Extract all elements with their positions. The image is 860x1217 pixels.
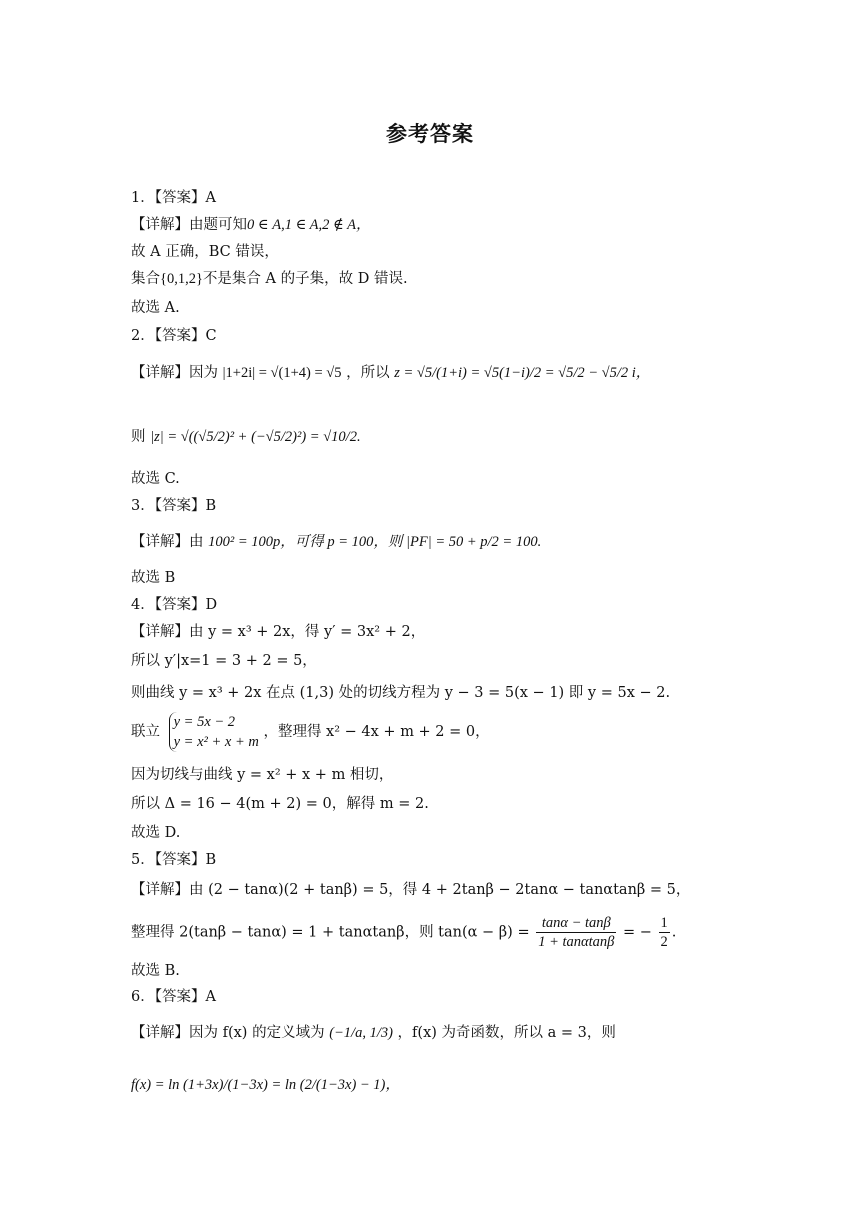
q5-fraction-numerator: tanα − tanβ bbox=[536, 914, 616, 933]
q4-line1: 【详解】由 y = x³ + 2x，得 y′ = 3x² + 2， bbox=[131, 624, 426, 640]
q1-conclusion: 故选 A. bbox=[131, 300, 180, 316]
q5-half-numerator: 1 bbox=[660, 915, 668, 931]
page-title: 参考答案 bbox=[386, 122, 474, 146]
q1-detail bbox=[131, 215, 371, 235]
q5-line2-b: = − bbox=[623, 924, 652, 941]
q5-line2: 整理得 2(tanβ − tanα) = 1 + tanαtanβ，则 tan(α − β) = $\frac{\tan\alpha - \tan\beta}{1 + \tan\alpha\tan\beta}$ = − $\frac{1}{2}$ . bbox=[131, 915, 677, 950]
q3-detail-label: 【详解】由 bbox=[131, 534, 204, 550]
q4-system-eq1: y = 5x − 2 bbox=[173, 714, 236, 730]
q2-z-expression: z = √5/(1+i) = √5(1−i)/2 = √5/2 − √5/2 i， bbox=[394, 365, 651, 381]
q5-line1: 【详解】由 (2 − tanα)(2 + tanβ) = 5，得 4 + 2tanβ − 2tanα − tanαtanβ = 5， bbox=[131, 882, 691, 898]
q2-modulus-eq: |1+2i| = √(1+4) = √5 bbox=[222, 365, 342, 381]
q4-system bbox=[169, 712, 259, 752]
q3-detail bbox=[131, 532, 541, 552]
q4-system-eq2: y = x² + x + m bbox=[173, 734, 259, 750]
q5-conclusion: 故选 B. bbox=[131, 963, 180, 979]
q1-line3-a: 集合 bbox=[131, 271, 160, 287]
q2-detail bbox=[131, 363, 650, 383]
q3-answer: 3．【答案】B bbox=[131, 498, 217, 514]
q1-answer: 1．【答案】A bbox=[131, 190, 216, 206]
q2-conclusion: 故选 C. bbox=[131, 471, 180, 487]
q4-conclusion: 故选 D. bbox=[131, 825, 181, 841]
q4-line6: 所以 Δ = 16 − 4(m + 2) = 0，解得 m = 2. bbox=[131, 796, 429, 812]
q2-detail-label: 【详解】因为 bbox=[131, 365, 218, 381]
q2-abs bbox=[131, 427, 361, 447]
q5-fraction-denominator: 1 + tanαtanβ bbox=[538, 934, 615, 950]
q5-line2-a: 整理得 2(tanβ − tanα) = 1 + tanαtanβ，则 tan(α − β) = bbox=[131, 924, 530, 941]
q4-line4-rest: ，整理得 x² − 4x + m + 2 = 0， bbox=[263, 724, 490, 740]
q2-then: 则 bbox=[131, 429, 146, 445]
q5-fraction bbox=[536, 914, 616, 951]
q4-line3: 则曲线 y = x³ + 2x 在点 (1,3) 处的切线方程为 y − 3 = 5(x − 1) 即 y = 5x − 2. bbox=[131, 685, 671, 701]
q2-so: ，所以 bbox=[346, 365, 390, 381]
q4-answer: 4．【答案】D bbox=[131, 597, 218, 613]
q6-function: f(x) = ln (1+3x)/(1−3x) = ln (2/(1−3x) − 1)， bbox=[131, 1077, 400, 1093]
q4-line4-label: 联立 bbox=[131, 724, 160, 740]
q2-answer: 2．【答案】C bbox=[131, 328, 217, 344]
q5-half bbox=[659, 914, 670, 951]
q6-line1 bbox=[131, 1023, 616, 1043]
q1-line2: 故 A 正确，BC 错误， bbox=[131, 244, 279, 260]
q6-answer: 6．【答案】A bbox=[131, 989, 216, 1005]
q1-detail-label: 【详解】由题可知 bbox=[131, 217, 247, 233]
q1-detail-math: 0 ∈ A,1 ∈ A,2 ∉ A， bbox=[247, 217, 371, 233]
q3-conclusion: 故选 B bbox=[131, 570, 176, 586]
q6-line1-b: ，f(x) 为奇函数，所以 a = 3，则 bbox=[397, 1025, 616, 1041]
q2-abs-z: |z| = √((√5/2)² + (−√5/2)²) = √10/2. bbox=[150, 429, 361, 445]
q3-equation: 100² = 100p，可得 p = 100，则 |PF| = 50 + p/2 = 100. bbox=[208, 534, 542, 550]
q4-line2: 所以 y′|x=1 = 3 + 2 = 5， bbox=[131, 653, 317, 669]
q1-line3-b: 不是集合 A 的子集，故 D 错误. bbox=[202, 271, 408, 287]
q4-line4 bbox=[131, 712, 490, 752]
q5-half-denominator: 2 bbox=[660, 934, 668, 950]
q5-answer: 5．【答案】B bbox=[131, 852, 217, 868]
q1-set: {0,1,2} bbox=[160, 271, 203, 287]
q6-line2 bbox=[131, 1075, 400, 1095]
q6-domain: (−1/a, 1/3) bbox=[329, 1025, 393, 1041]
q6-line1-a: 【详解】因为 f(x) 的定义域为 bbox=[131, 1025, 325, 1041]
q4-line5: 因为切线与曲线 y = x² + x + m 相切， bbox=[131, 767, 394, 783]
q1-line3 bbox=[131, 269, 408, 289]
